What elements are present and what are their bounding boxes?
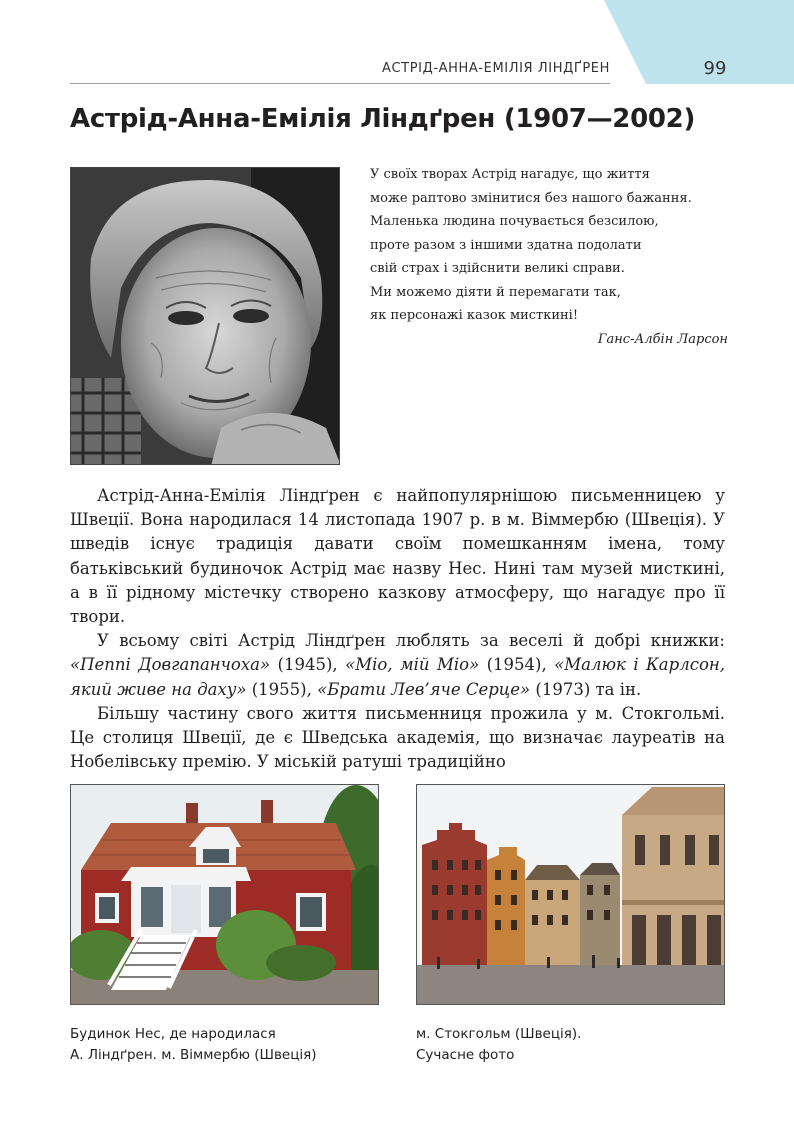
body-text: [70, 484, 725, 774]
book-year: (1945),: [270, 655, 346, 675]
caption-line: м. Стокгольм (Швеція).: [416, 1026, 582, 1042]
book-title: «Міо, мій Міо»: [345, 655, 480, 675]
caption-line: А. Ліндґрен. м. Віммербю (Швеція): [70, 1047, 317, 1063]
stockholm-photo-caption: [416, 1024, 726, 1066]
portrait-photo: [70, 167, 340, 465]
epigraph-line: У своїх творах Астрід нагадує, що життя: [370, 167, 650, 182]
epigraph-line: свій страх і здійснити великі справи.: [370, 261, 625, 276]
house-photo: [70, 784, 379, 1005]
epigraph-line: як персонажі казок мисткині!: [370, 308, 579, 323]
stockholm-photo: [416, 784, 725, 1005]
book-year: (1955),: [246, 679, 318, 699]
epigraph-line: проте разом з іншими здатна подолати: [370, 237, 642, 253]
caption-line: Сучасне фото: [416, 1047, 515, 1063]
paragraph: Астрід-Анна-Емілія Ліндґрен є найпопулярнішою письменницею у Швеції. Вона народилася 14 листопада 1907 р. в м. Віммербю (Швеція). У шведів існує традиція давати своїм помешканням імена, тому батьківський будиночок Астрід має назву Нес. Нині там музей мисткині, а в її рідному містечку створено казкову атмосферу, що нагадує про її твори.: [70, 486, 725, 627]
paragraph: Більшу частину свого життя письменниця прожила у м. Стокгольмі. Це столиця Швеції, де є Шведська академія, що визначає лауреатів на Нобелівську премію. У міській ратуші традиційно: [70, 703, 725, 772]
paragraph-outro: та ін.: [590, 679, 642, 699]
book-title: «Пеппі Довгапанчоха»: [70, 655, 271, 675]
page-title: Астрід-Анна-Емілія Ліндґрен (1907—2002): [70, 104, 696, 134]
paragraph-books: [70, 629, 725, 702]
book-title: «Брати Лев’яче Серце»: [317, 679, 531, 699]
book-year: (1954),: [479, 655, 555, 675]
paragraph-intro: У всьому світі Астрід Ліндґрен люблять за веселі й добрі книжки:: [97, 631, 725, 651]
epigraph: [370, 163, 728, 351]
header-rule: [70, 83, 610, 84]
page-number: 99: [703, 58, 727, 79]
running-title: АСТРІД-АННА-ЕМІЛІЯ ЛІНДҐРЕН: [382, 61, 610, 76]
book-year: (1973): [530, 679, 591, 699]
epigraph-line: Маленька людина почувається безсилою,: [370, 214, 659, 229]
caption-line: Будинок Нес, де народилася: [70, 1026, 276, 1042]
epigraph-line: Ми можемо діяти й перемагати так,: [370, 284, 621, 300]
book-title: «Малюк і Карлсон, який живе на даху»: [70, 655, 725, 699]
epigraph-author: Ганс-Албін Ларсон: [597, 331, 728, 347]
epigraph-line: може раптово змінитися без нашого бажання.: [370, 190, 692, 206]
house-photo-caption: [70, 1024, 380, 1066]
